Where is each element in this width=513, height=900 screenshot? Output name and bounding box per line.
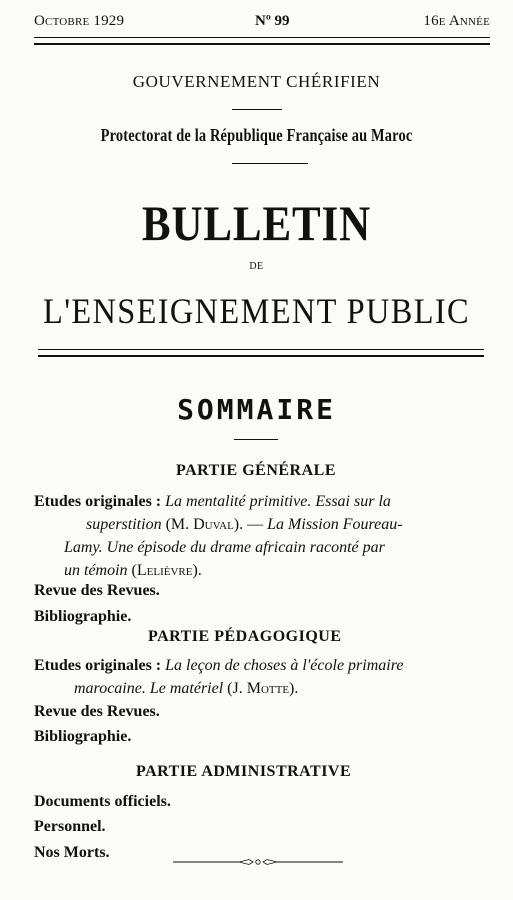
entry-text: un témoin — [64, 562, 128, 579]
closing-ornament — [173, 858, 343, 866]
entry-text: Lamy. Une épisode du drame africain raconté par — [64, 539, 385, 556]
entry-etudes-generale — [34, 490, 494, 582]
entry-text: marocaine. Le matériel — [74, 680, 224, 697]
entry-text: La Mission Foureau- — [267, 516, 403, 533]
masthead-double-rule — [38, 349, 484, 357]
entry-text: superstition — [86, 516, 162, 533]
entry-label: Nos Morts. — [34, 844, 110, 861]
divider-rule — [232, 109, 282, 110]
issue-year: 16e Année — [423, 13, 490, 29]
entry-label: Revue des Revues. — [34, 703, 160, 720]
entry-label: Personnel. — [34, 818, 106, 835]
entry-author: (Lelièvre). — [131, 562, 202, 579]
entry-revue-generale — [34, 579, 494, 602]
sommaire-title: SOMMAIRE — [177, 393, 336, 426]
section-heading-generale: PARTIE GÉNÉRALE — [176, 462, 336, 479]
entry-label: Bibliographie. — [34, 728, 132, 745]
entry-revue-pedagogique — [34, 700, 494, 723]
entry-label: Etudes originales : — [34, 657, 162, 674]
entry-biblio-generale — [34, 605, 494, 628]
issue-number: Nº 99 — [255, 13, 290, 29]
entry-author: (M. Duval). — — [165, 516, 264, 533]
top-double-rule — [34, 37, 490, 45]
section-heading-pedagogique: PARTIE PÉDAGOGIQUE — [148, 628, 342, 645]
enseignement-title: L'ENSEIGNEMENT PUBLIC — [43, 291, 470, 331]
government-line: GOUVERNEMENT CHÉRIFIEN — [132, 72, 381, 91]
entry-text: La mentalité primitive. Essai sur la — [165, 493, 391, 510]
issue-date: Octobre 1929 — [34, 13, 125, 29]
divider-rule — [234, 439, 278, 440]
issue-header — [34, 10, 490, 32]
entry-label: Revue des Revues. — [34, 582, 160, 599]
entry-personnel — [34, 815, 494, 838]
entry-biblio-pedagogique — [34, 725, 494, 748]
protectorat-line: Protectorat de la République Française au Maroc — [100, 125, 413, 145]
entry-author: (J. Motte). — [227, 680, 299, 697]
entry-documents — [34, 790, 494, 813]
entry-label: Documents officiels. — [34, 793, 171, 810]
title-de: DE — [249, 261, 264, 272]
entry-etudes-pedagogique — [34, 654, 494, 700]
entry-label: Etudes originales : — [34, 493, 162, 510]
section-heading-administrative: PARTIE ADMINISTRATIVE — [136, 763, 352, 780]
entry-label: Bibliographie. — [34, 608, 132, 625]
entry-text: La leçon de choses à l'école primaire — [165, 657, 404, 674]
bulletin-title: BULLETIN — [141, 195, 372, 251]
divider-rule — [232, 163, 308, 164]
